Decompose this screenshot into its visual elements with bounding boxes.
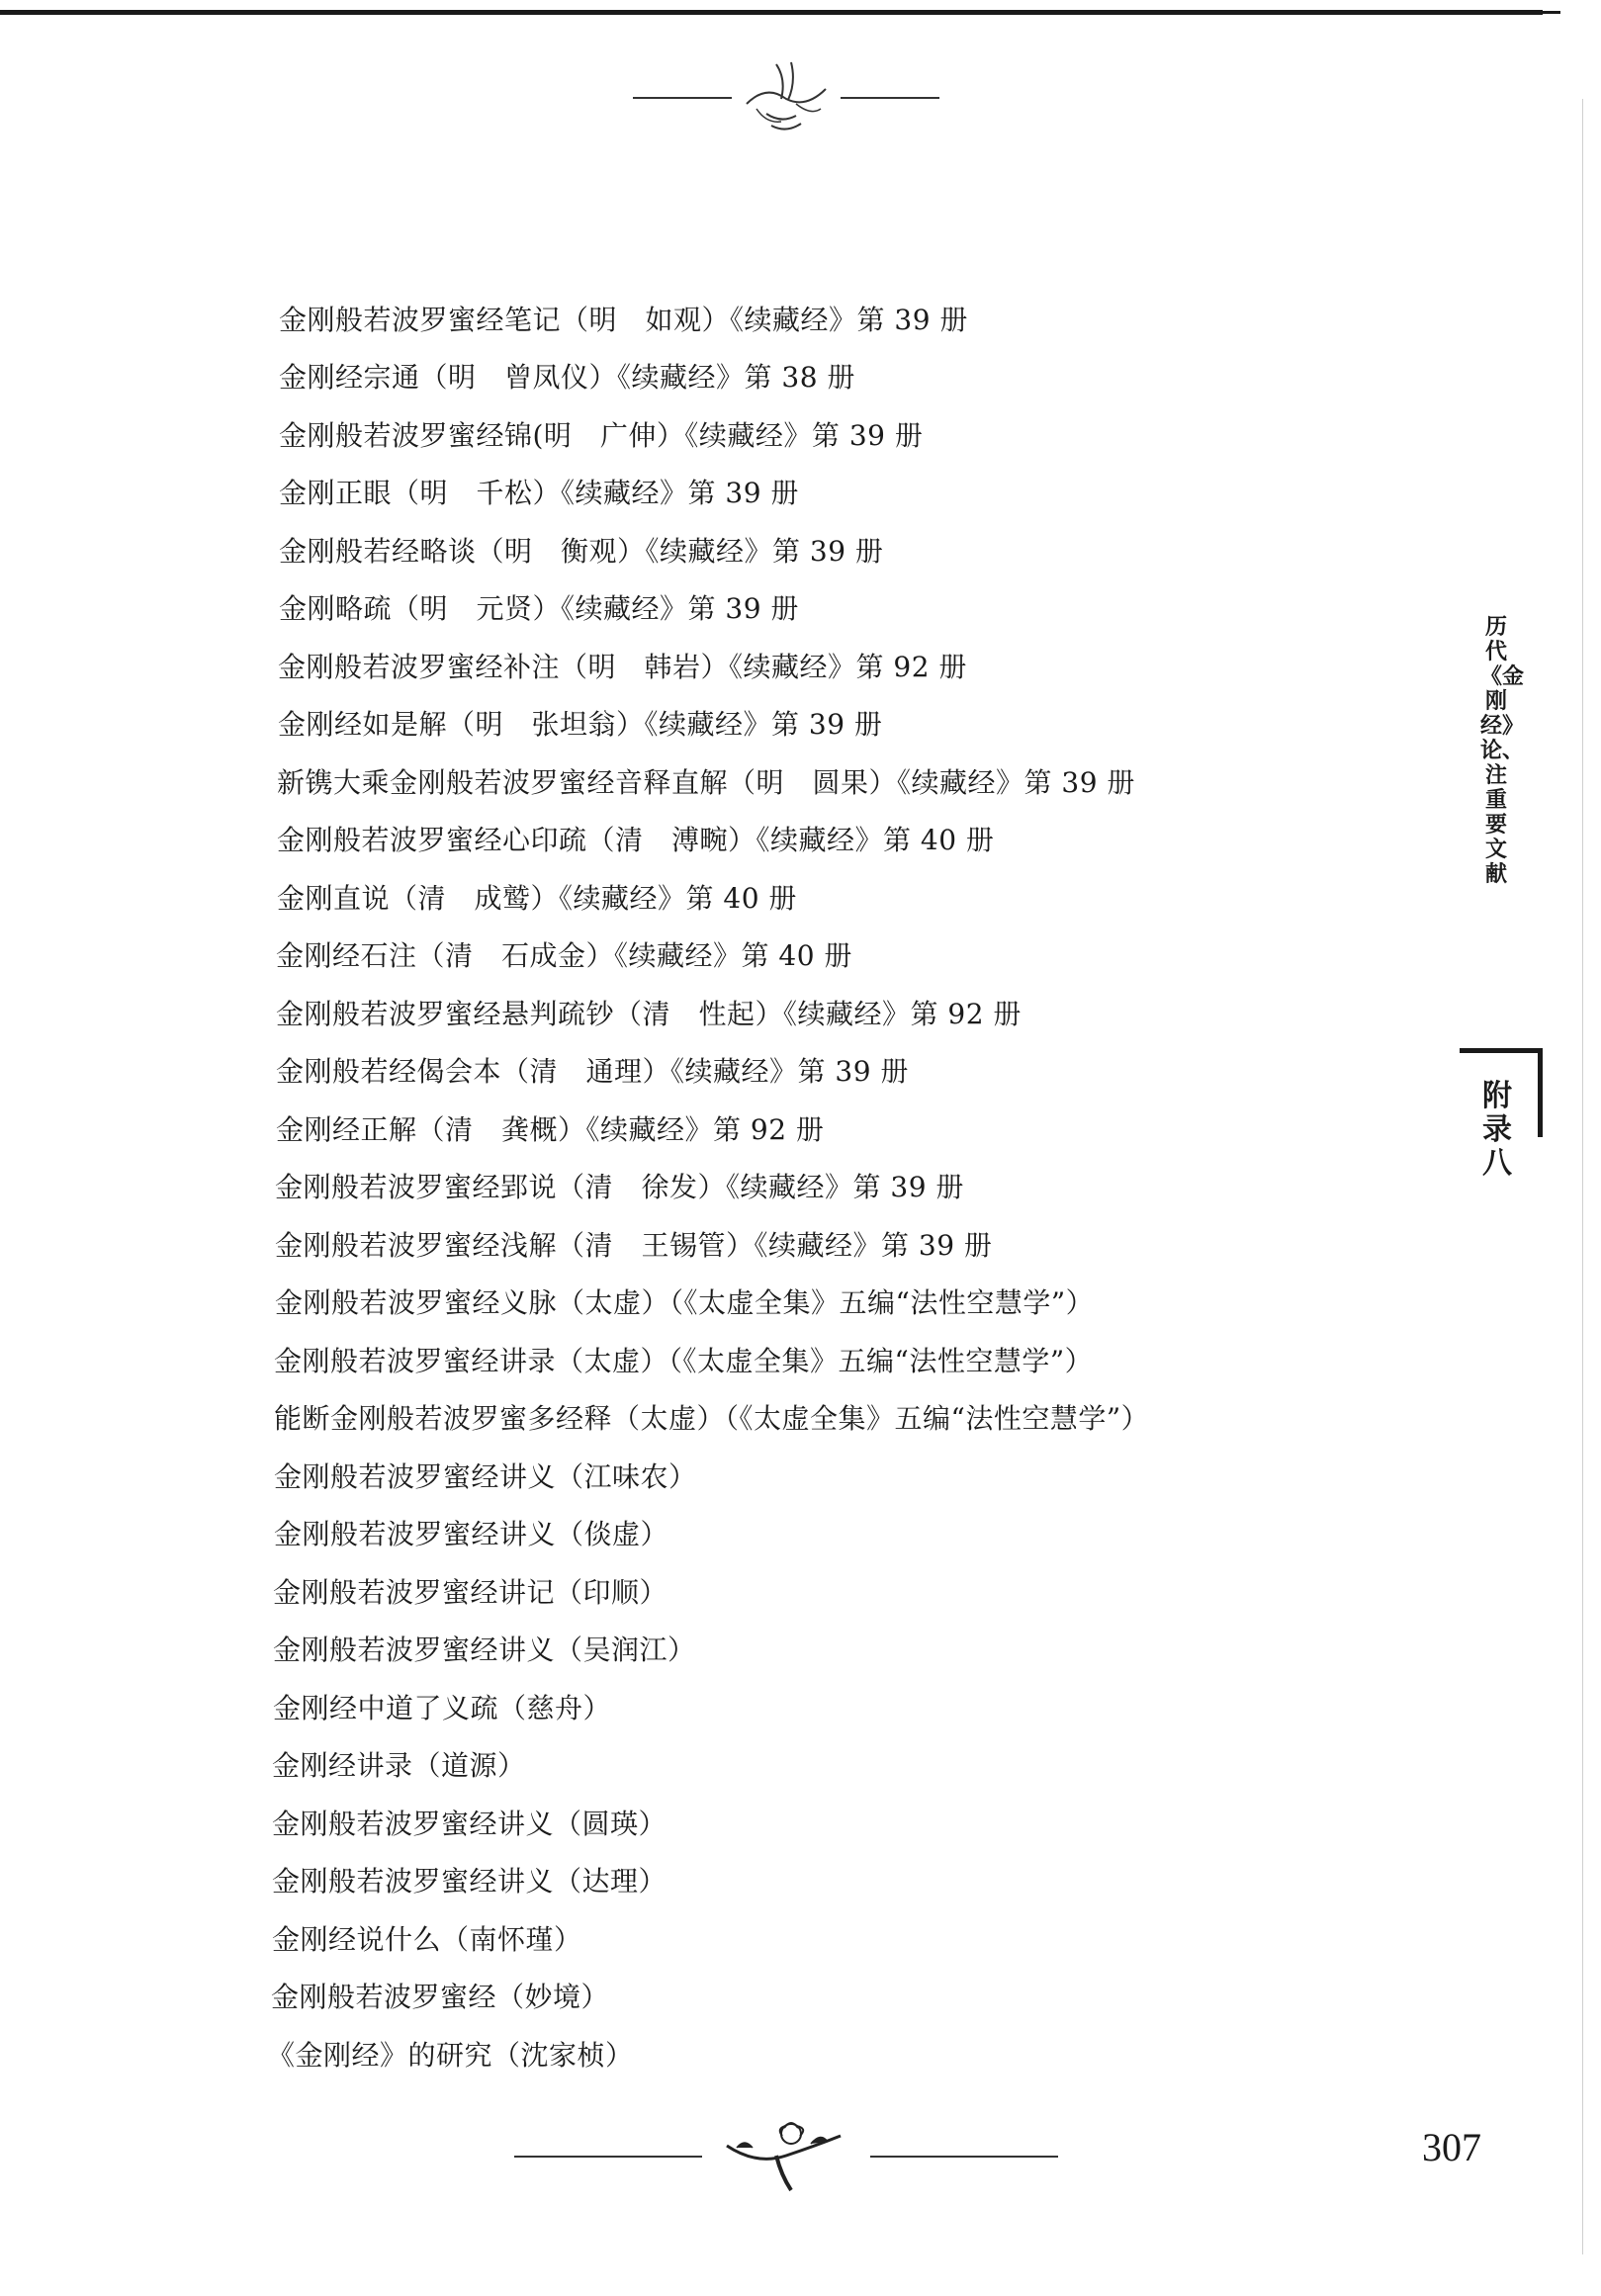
list-item: 金刚经讲录（道源） — [272, 1749, 526, 1782]
list-item: 金刚般若波罗蜜经讲义（圆瑛） — [272, 1808, 667, 1840]
list-item: 《金刚经》的研究（沈家桢） — [267, 2039, 634, 2072]
list-item: 金刚正眼（明 千松）《续藏经》第 39 册 — [279, 477, 799, 509]
list-item: 金刚般若波罗蜜经浅解（清 王锡管）《续藏经》第 39 册 — [275, 1229, 993, 1262]
sidebar-vertical-rule — [1538, 1048, 1543, 1137]
page-edge-line — [1582, 99, 1583, 2254]
list-item: 金刚般若波罗蜜经悬判疏钞（清 性起）《续藏经》第 92 册 — [276, 998, 1022, 1030]
running-header-vertical: 历代《金刚经》论、注重要文献 — [1480, 614, 1525, 887]
top-ornament-line-left — [633, 97, 732, 99]
list-item: 金刚般若波罗蜜经义脉（太虚）（《太虚全集》五编“法性空慧学”） — [275, 1286, 1095, 1319]
list-item: 金刚经说什么（南怀瑾） — [272, 1923, 582, 1956]
list-item: 金刚般若波罗蜜经讲义（江味农） — [274, 1460, 697, 1493]
list-item: 金刚般若波罗蜜经讲义（达理） — [272, 1865, 667, 1898]
top-border-rule — [0, 10, 1543, 15]
list-item: 金刚般若波罗蜜经补注（明 韩岩）《续藏经》第 92 册 — [278, 651, 967, 683]
list-item: 金刚般若波罗蜜经讲义（倓虚） — [274, 1518, 669, 1550]
appendix-label: 附录八 — [1482, 1079, 1512, 1181]
list-item: 金刚般若波罗蜜经郢说（清 徐发）《续藏经》第 39 册 — [275, 1171, 964, 1203]
list-item: 能断金刚般若波罗蜜多经释（太虚）（《太虚全集》五编“法性空慧学”） — [274, 1402, 1150, 1435]
list-item: 金刚般若波罗蜜经锦(明 广伸）《续藏经》第 39 册 — [279, 419, 924, 452]
list-item: 金刚般若波罗蜜经讲义（吴润江） — [273, 1634, 696, 1666]
list-item: 金刚般若波罗蜜经笔记（明 如观）《续藏经》第 39 册 — [279, 304, 968, 336]
list-item: 金刚直说（清 成鹫）《续藏经》第 40 册 — [277, 882, 797, 915]
list-item: 金刚略疏（明 元贤）《续藏经》第 39 册 — [279, 592, 799, 625]
list-item: 金刚经宗通（明 曾凤仪）《续藏经》第 38 册 — [279, 361, 855, 394]
sidebar-rule — [1460, 1048, 1543, 1053]
top-lotus-ornament-icon — [737, 54, 836, 143]
list-item: 金刚般若波罗蜜经心印疏（清 溥畹）《续藏经》第 40 册 — [277, 824, 995, 856]
page-number: 307 — [1422, 2125, 1481, 2169]
list-item: 金刚般若波罗蜜经（妙境） — [271, 1981, 610, 2013]
list-item: 金刚般若经略谈（明 衡观）《续藏经》第 39 册 — [279, 535, 884, 568]
list-item: 金刚经正解（清 龚概）《续藏经》第 92 册 — [276, 1113, 825, 1146]
top-ornament-line-right — [841, 97, 939, 99]
bottom-ornament-line-right — [870, 2156, 1058, 2158]
list-item: 新镌大乘金刚般若波罗蜜经音释直解（明 圆果）《续藏经》第 39 册 — [277, 766, 1135, 799]
list-item: 金刚般若波罗蜜经讲录（太虚）（《太虚全集》五编“法性空慧学”） — [274, 1345, 1094, 1377]
list-item: 金刚般若经偈会本（清 通理）《续藏经》第 39 册 — [276, 1055, 909, 1088]
bottom-flower-ornament-icon — [717, 2116, 855, 2195]
list-item: 金刚经中道了义疏（慈舟） — [273, 1692, 612, 1724]
list-item: 金刚经石注（清 石成金）《续藏经》第 40 册 — [276, 939, 852, 972]
bottom-ornament-line-left — [514, 2156, 702, 2158]
list-item: 金刚经如是解（明 张坦翁）《续藏经》第 39 册 — [278, 708, 883, 741]
list-item: 金刚般若波罗蜜经讲记（印顺） — [273, 1576, 668, 1609]
